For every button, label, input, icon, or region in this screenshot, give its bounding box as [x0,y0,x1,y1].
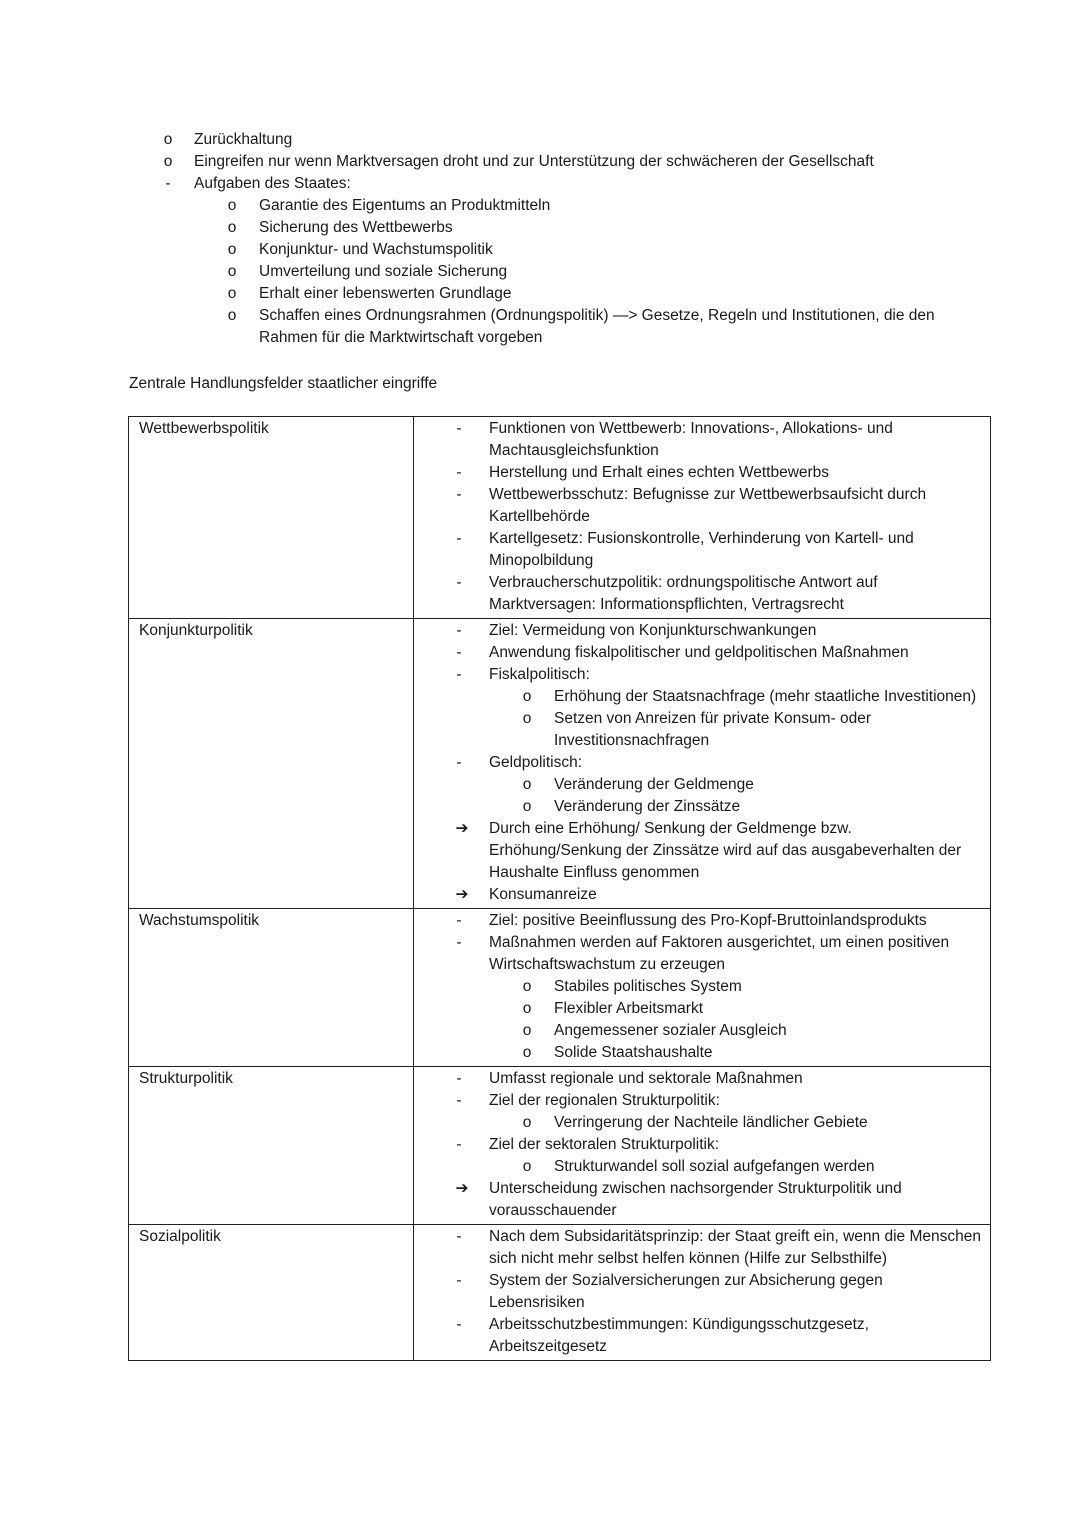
circle-bullet-icon: o [522,688,532,705]
dash-bullet-icon: - [456,574,462,591]
dash-item [414,572,990,616]
item-text: Verbraucherschutzpolitik: ordnungspolitische Antwort auf Marktversagen: Informationspflichten, Vertragsrecht [489,574,878,613]
dash-item [414,484,990,528]
item-text: Kartellgesetz: Fusionskontrolle, Verhinderung von Kartell- und Minopolbildung [489,530,914,569]
field-content [414,1067,991,1225]
circle-bullet-icon: o [522,1158,532,1175]
dash-bullet-icon: - [456,912,462,929]
dash-bullet-icon: - [456,1272,462,1289]
dash-bullet-icon: - [456,666,462,683]
dash-bullet-icon: - [456,464,462,481]
list-item [0,129,1080,151]
list-item [0,261,1080,283]
item-text: Strukturwandel soll sozial aufgefangen werden [554,1158,875,1175]
item-text: Solide Staatshaushalte [554,1044,713,1061]
item-text: Setzen von Anreizen für private Konsum- oder Investitionsnachfragen [554,710,872,749]
circle-bullet-icon: o [522,776,532,793]
sub-item [414,1112,990,1134]
circle-bullet-icon: o [227,307,237,324]
circle-bullet-icon: o [522,1000,532,1017]
arrow-right-icon: ➔ [455,1180,469,1197]
task-text: Schaffen eines Ordnungsrahmen (Ordnungspolitik) —> Gesetze, Regeln und Institutionen, die den Rahmen für die Marktwirtschaft vorgeben [259,307,935,346]
circle-bullet-icon: o [522,1044,532,1061]
field-content [414,1225,991,1361]
list-item [0,195,1080,217]
list-item [0,217,1080,239]
field-label: Wettbewerbspolitik [129,417,414,619]
item-text: Verringerung der Nachteile ländlicher Gebiete [554,1114,868,1131]
dash-item [414,1314,990,1358]
sub-item [414,1020,990,1042]
dash-bullet-icon: - [456,486,462,503]
item-text: Unterscheidung zwischen nachsorgender Strukturpolitik und vorausschauender [489,1180,902,1219]
circle-bullet-icon: o [227,241,237,258]
sub-item [414,774,990,796]
dash-item [414,462,990,484]
sub-item [414,708,990,752]
item-text: Durch eine Erhöhung/ Senkung der Geldmenge bzw. Erhöhung/Senkung der Zinssätze wird auf das ausgabeverhalten der Haushalte Einfluss genommen [489,820,962,881]
dash-item [414,1134,990,1156]
field-content [414,417,991,619]
dash-item [414,664,990,686]
item-text: Funktionen von Wettbewerb: Innovations-, Allokations- und Machtausgleichsfunktion [489,420,893,459]
dash-bullet-icon: - [456,622,462,639]
dash-bullet-icon: - [456,754,462,771]
dash-bullet-icon: - [456,1092,462,1109]
sub-item [414,796,990,818]
item-text: Angemessener sozialer Ausgleich [554,1022,787,1039]
arrow-right-icon: ➔ [455,820,469,837]
dash-item [414,528,990,572]
sub-item [414,686,990,708]
field-content [414,909,991,1067]
dash-bullet-icon: - [456,934,462,951]
circle-bullet-icon: o [227,263,237,280]
item-text: Umfasst regionale und sektorale Maßnahmen [489,1070,803,1087]
dash-bullet-icon: - [165,175,171,192]
circle-bullet-icon: o [227,285,237,302]
task-text: Sicherung des Wettbewerbs [259,219,453,236]
list-item [0,151,1080,173]
task-text: Konjunktur- und Wachstumspolitik [259,241,493,258]
dash-item [414,1090,990,1112]
list-item [0,283,1080,305]
table-row [129,619,991,909]
arrow-right-icon: ➔ [455,886,469,903]
task-text: Garantie des Eigentums an Produktmitteln [259,197,551,214]
field-label: Konjunkturpolitik [129,619,414,909]
field-label: Sozialpolitik [129,1225,414,1361]
list-item [0,305,1080,349]
item-text: Veränderung der Geldmenge [554,776,754,793]
dash-bullet-icon: - [456,1136,462,1153]
task-text: Umverteilung und soziale Sicherung [259,263,508,280]
item-text: Ziel: positive Beeinflussung des Pro-Kopf-Bruttoinlandsprodukts [489,912,927,929]
sub-item [414,998,990,1020]
field-label: Strukturpolitik [129,1067,414,1225]
dash-bullet-icon: - [456,1070,462,1087]
item-text: Anwendung fiskalpolitischer und geldpolitischen Maßnahmen [489,644,909,661]
circle-bullet-icon: o [163,131,173,148]
dash-item [414,932,990,976]
item-text: Ziel der sektoralen Strukturpolitik: [489,1136,720,1153]
dash-bullet-icon: - [456,530,462,547]
item-text: Erhöhung der Staatsnachfrage (mehr staatliche Investitionen) [554,688,977,705]
field-content [414,619,991,909]
dash-item [414,620,990,642]
item-text: Konsumanreize [489,886,597,903]
task-text: Erhalt einer lebenswerten Grundlage [259,285,512,302]
table-row [129,1067,991,1225]
arrow-item [414,1178,990,1222]
dash-item [414,418,990,462]
list-item-text: Eingreifen nur wenn Marktversagen droht und zur Unterstützung der schwächeren der Gesellschaft [194,153,874,170]
list-item-text: Zurückhaltung [194,131,293,148]
circle-bullet-icon: o [522,978,532,995]
circle-bullet-icon: o [522,1022,532,1039]
item-text: Stabiles politisches System [554,978,742,995]
circle-bullet-icon: o [522,710,532,727]
list-item [0,239,1080,261]
arrow-item [414,884,990,906]
item-text: Geldpolitisch: [489,754,583,771]
arrow-item [414,818,990,884]
circle-bullet-icon: o [522,1114,532,1131]
sub-item [414,976,990,998]
tasks-heading: Aufgaben des Staates: [194,175,351,192]
policy-fields-table [128,416,991,1361]
table-row [129,417,991,619]
dash-bullet-icon: - [456,1228,462,1245]
circle-bullet-icon: o [227,219,237,236]
item-text: Fiskalpolitisch: [489,666,590,683]
dash-item [414,910,990,932]
item-text: Arbeitsschutzbestimmungen: Kündigungsschutzgesetz, Arbeitszeitgesetz [489,1316,869,1355]
dash-item [414,1226,990,1270]
circle-bullet-icon: o [522,798,532,815]
circle-bullet-icon: o [163,153,173,170]
item-text: System der Sozialversicherungen zur Absicherung gegen Lebensrisiken [489,1272,883,1311]
dash-bullet-icon: - [456,1316,462,1333]
dash-item [414,1068,990,1090]
item-text: Herstellung und Erhalt eines echten Wettbewerbs [489,464,830,481]
dash-bullet-icon: - [456,420,462,437]
item-text: Flexibler Arbeitsmarkt [554,1000,704,1017]
sub-item [414,1042,990,1064]
sub-item [414,1156,990,1178]
list-item [0,173,1080,195]
item-text: Veränderung der Zinssätze [554,798,741,815]
item-text: Ziel: Vermeidung von Konjunkturschwankungen [489,622,817,639]
dash-item [414,1270,990,1314]
dash-item [414,642,990,664]
item-text: Maßnahmen werden auf Faktoren ausgerichtet, um einen positiven Wirtschaftswachstum zu erzeugen [489,934,950,973]
table-row [129,1225,991,1361]
dash-bullet-icon: - [456,644,462,661]
item-text: Wettbewerbsschutz: Befugnisse zur Wettbewerbsaufsicht durch Kartellbehörde [489,486,927,525]
table-row [129,909,991,1067]
field-label: Wachstumspolitik [129,909,414,1067]
intro-list [0,129,1080,349]
section-heading: Zentrale Handlungsfelder staatlicher eingriffe [129,375,438,392]
item-text: Nach dem Subsidaritätsprinzip: der Staat greift ein, wenn die Menschen sich nicht mehr selbst helfen können (Hilfe zur Selbsthilfe) [489,1228,981,1267]
item-text: Ziel der regionalen Strukturpolitik: [489,1092,720,1109]
circle-bullet-icon: o [227,197,237,214]
dash-item [414,752,990,774]
